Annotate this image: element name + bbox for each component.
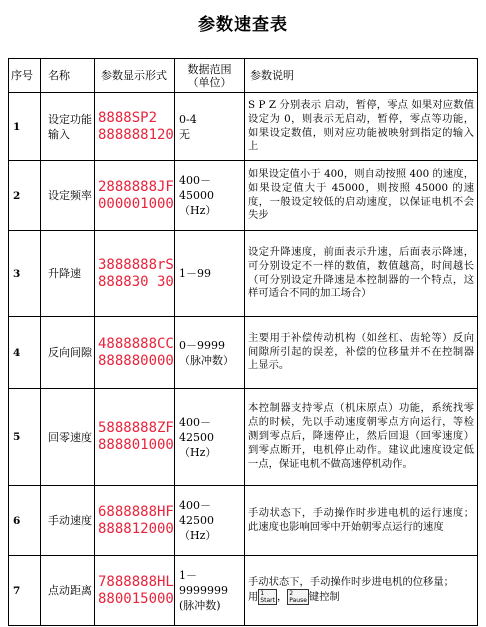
row-name: 反向间隙 (41, 317, 95, 389)
row-number: 7 (9, 556, 41, 626)
header-desc: 参数说明 (245, 59, 478, 93)
desc-main: 手动状态下，手动操作时步进电机的位移量； (248, 575, 454, 588)
table-row (9, 486, 478, 556)
row-description: 如果设定值小于 400，则自动按照 400 的速度，如果设定值大于 45000，则按照 45000 的速度，一般设定较低的启动速度，以保证电机不会失步 (245, 161, 478, 231)
row-description: 手动状态下，手动操作时步进电机的运行速度； 此速度也影响回零中开始朝零点运行的速度 (245, 486, 478, 556)
row-number: 4 (9, 317, 41, 389)
row-name: 点动距离 (41, 556, 95, 626)
row-range (175, 556, 245, 626)
led-line-2: 888830 30 (98, 273, 174, 290)
key-number: 1 (260, 590, 265, 598)
range-line: （脉冲数） (179, 353, 234, 367)
row-number: 3 (9, 231, 41, 317)
row-description: 主要用于补偿传动机构（如丝杠、齿轮等）反向 间隙所引起的误差，补偿的位移量并不在控制器 上显示。 (245, 317, 478, 389)
header-name: 名称 (41, 59, 95, 93)
range-line: 400－ (179, 415, 211, 429)
range-line: 400－ (179, 499, 211, 512)
range-line: 1－99 (179, 267, 211, 280)
desc-use-text: 用 (248, 591, 259, 604)
table-row (9, 556, 478, 626)
range-line: 42500 (179, 430, 214, 444)
key-label: Start (260, 597, 275, 605)
led-display (95, 389, 175, 486)
range-line: 0-4 (179, 112, 197, 126)
row-description: 设定升降速度，前面表示升速，后面表示降速，可分别设定不一样的数值，数值越高，时间越长 （可分别设定升降速是本控制器的一个特点，这样可适合不同的加工场合） (245, 231, 478, 317)
range-line: 无 (179, 127, 190, 141)
desc-separator: ， (276, 591, 288, 604)
led-display (95, 161, 175, 231)
key-number: 2 (289, 590, 294, 598)
row-description: 本控制器支持零点（机床原点）功能，系统找零点的时候，先以手动速度朝零点方向运行，等检测到零点后，降速停止，然后回退（回零速度）到零点断开，电机停止动作。建议此速度设定低一点，保证电机不做高速停机动作。 (245, 389, 478, 486)
range-line: 42500 (179, 514, 214, 527)
led-line-2: 888801000 (98, 437, 174, 453)
table-header-row (9, 59, 478, 93)
range-line: 45000 (179, 189, 214, 202)
row-range (175, 93, 245, 161)
led-line-1: 2888888JF (98, 178, 174, 195)
row-range (175, 161, 245, 231)
led-display (95, 556, 175, 626)
table-row (9, 317, 478, 389)
led-line-2: 000001000 (98, 195, 174, 212)
desc-keys-line (248, 589, 474, 605)
range-line: 400－ (179, 174, 211, 187)
table-row (9, 93, 478, 161)
row-range (175, 231, 245, 317)
desc-end-text: 键控制 (308, 591, 340, 604)
led-line-1: 5888888ZF (98, 420, 174, 436)
row-range (175, 317, 245, 389)
led-line-1: 8888SP2 (98, 109, 158, 126)
led-line-2: 888880000 (98, 352, 174, 369)
row-description (245, 556, 478, 626)
led-line-1: 4888888CC (98, 335, 174, 352)
led-display (95, 231, 175, 317)
row-number: 2 (9, 161, 41, 231)
range-line: （Hz） (179, 445, 217, 459)
range-line: （Hz） (179, 529, 217, 542)
range-line: 1－ (179, 569, 197, 582)
row-description: S P Z 分别表示 启动，暂停，零点 如果对应数值设定为 0，则表示无启动，暂停，零点等功能，如果设定数值，则对应功能被映射到指定的输入上 (245, 93, 478, 161)
led-line-2: 888888120 (98, 126, 174, 143)
row-name: 回零速度 (41, 389, 95, 486)
row-number: 5 (9, 389, 41, 486)
row-number: 1 (9, 93, 41, 161)
range-line: 9999999 (179, 584, 228, 597)
pause-key-icon (287, 589, 309, 605)
row-name: 设定功能输入 (41, 93, 95, 161)
header-no: 序号 (9, 59, 41, 93)
led-display (95, 93, 175, 161)
row-name: 升降速 (41, 231, 95, 317)
led-line-2: 888812000 (98, 520, 174, 537)
range-line: (脉冲数) (179, 599, 221, 612)
range-line: （Hz） (179, 204, 217, 217)
row-range (175, 486, 245, 556)
row-number: 6 (9, 486, 41, 556)
led-line-1: 3888888rS (98, 256, 174, 273)
row-name: 设定频率 (41, 161, 95, 231)
led-display (95, 317, 175, 389)
header-range: 数据范围（单位） (175, 59, 245, 93)
parameter-table (8, 58, 478, 626)
table-row (9, 161, 478, 231)
range-line: 0－9999 (179, 338, 225, 352)
row-name: 手动速度 (41, 486, 95, 556)
start-key-icon (258, 589, 277, 605)
table-row (9, 389, 478, 486)
row-range (175, 389, 245, 486)
key-label: Pause (289, 597, 307, 605)
led-line-1: 7888888HL (98, 573, 174, 590)
table-row (9, 231, 478, 317)
led-display (95, 486, 175, 556)
header-display: 参数显示形式 (95, 59, 175, 93)
led-line-1: 6888888HF (98, 503, 174, 520)
page-title: 参数速查表 (198, 15, 288, 35)
led-line-2: 880015000 (98, 590, 174, 607)
